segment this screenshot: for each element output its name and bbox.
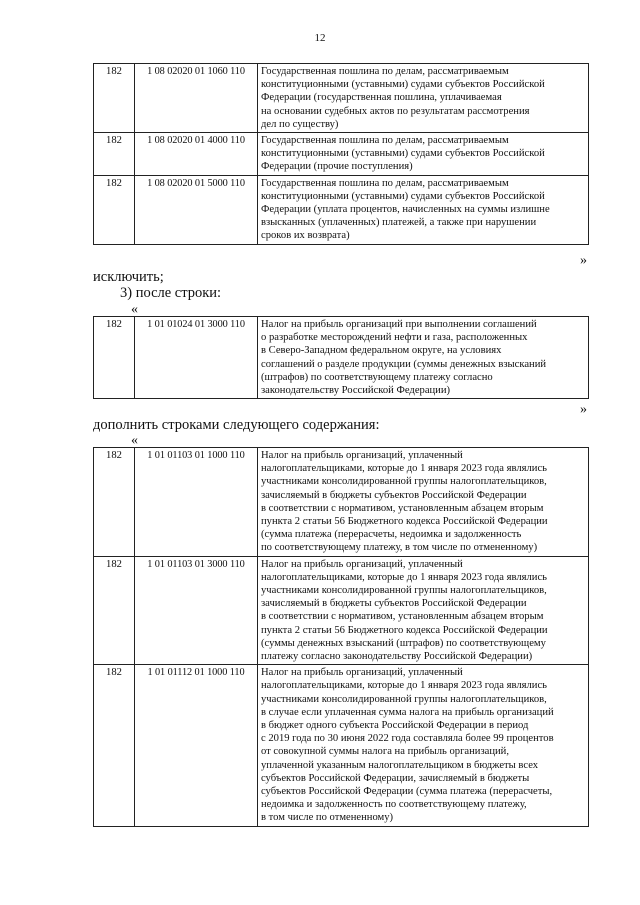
opening-quote: « — [131, 302, 138, 317]
kbk-code-cell: 1 01 01103 01 1000 110 — [135, 448, 258, 557]
text-add-rows: дополнить строками следующего содержания: — [93, 417, 380, 433]
table-added-rows — [93, 447, 589, 827]
table-row — [94, 175, 589, 244]
description-cell: Налог на прибыль организаций, уплаченный налогоплательщиками, которые до 1 января 2023 года являлись участниками консолидированной группы налогоплательщиков, зачисляемый в бюджеты субъектов Российской Федерации в соответствии с нормативом, установленным абзацем вторым пункта 2 статьи 56 Бюджетного кодекса Российской Федерации (сумма платежа (перерасчеты, недоимка и задолженность по соответствующему платежу, в том числе по отмененному) — [258, 448, 589, 557]
description-cell: Государственная пошлина по делам, рассматриваемым конституционными (уставными) судами субъектов Российской Федерации (уплата процентов, начисленных на суммы излишне взысканных (уплаченных) платежей, а также при нарушении сроков их возврата) — [258, 175, 589, 244]
opening-quote: « — [131, 433, 138, 448]
admin-code-cell: 182 — [94, 133, 135, 176]
kbk-code-cell: 1 01 01103 01 3000 110 — [135, 556, 258, 665]
closing-quote: » — [580, 253, 587, 268]
table-row — [94, 665, 589, 826]
kbk-code-cell: 1 08 02020 01 1060 110 — [135, 64, 258, 133]
table-row — [94, 448, 589, 557]
description-cell: Налог на прибыль организаций, уплаченный налогоплательщиками, которые до 1 января 2023 года являлись участниками консолидированной группы налогоплательщиков, зачисляемый в бюджеты субъектов Российской Федерации в соответствии с нормативом, установленным абзацем вторым пункта 2 статьи 56 Бюджетного кодекса Российской Федерации (суммы денежных взысканий (штрафов) по соответствующему платежу согласно законодательству Российской Федерации) — [258, 556, 589, 665]
kbk-code-cell: 1 01 01112 01 1000 110 — [135, 665, 258, 826]
text-after-row: 3) после строки: — [120, 285, 222, 301]
admin-code-cell: 182 — [94, 64, 135, 133]
table-excluded-rows — [93, 63, 589, 245]
table-row — [94, 317, 589, 399]
table-row — [94, 64, 589, 133]
description-cell: Государственная пошлина по делам, рассматриваемым конституционными (уставными) судами субъектов Российской Федерации (прочие поступления) — [258, 133, 589, 176]
admin-code-cell: 182 — [94, 556, 135, 665]
kbk-code-cell: 1 08 02020 01 4000 110 — [135, 133, 258, 176]
text-exclude: исключить; — [93, 269, 164, 285]
table-anchor-row — [93, 316, 589, 399]
description-cell: Налог на прибыль организаций, уплаченный налогоплательщиками, которые до 1 января 2023 года являлись участниками консолидированной группы налогоплательщиков, в случае если уплаченная сумма налога на прибыль организаций в бюджет одного субъекта Российской Федерации в период с 2019 года по 30 июня 2022 года составляла более 99 процентов от совокупной суммы налога на прибыль организаций, уплаченной указанным налогоплательщиком в бюджеты всех субъектов Российской Федерации, зачисляемый в бюджеты субъектов Российской Федерации (сумма платежа (перерасчеты, недоимка и задолженность по соответствующему платежу, в том числе по отмененному) — [258, 665, 589, 826]
kbk-code-cell: 1 01 01024 01 3000 110 — [135, 317, 258, 399]
admin-code-cell: 182 — [94, 317, 135, 399]
admin-code-cell: 182 — [94, 665, 135, 826]
admin-code-cell: 182 — [94, 448, 135, 557]
table-row — [94, 556, 589, 665]
admin-code-cell: 182 — [94, 175, 135, 244]
page-number: 12 — [314, 32, 326, 44]
table-row — [94, 133, 589, 176]
description-cell: Налог на прибыль организаций при выполнении соглашений о разработке месторождений нефти и газа, расположенных в Северо-Западном федеральном округе, на условиях соглашений о разделе продукции (суммы денежных взысканий (штрафов) по соответствующему платежу согласно законодательству Российской Федерации) — [258, 317, 589, 399]
closing-quote: » — [580, 402, 587, 417]
description-cell: Государственная пошлина по делам, рассматриваемым конституционными (уставными) судами субъектов Российской Федерации (государственная пошлина, уплачиваемая на основании судебных актов по результатам рассмотрения дел по существу) — [258, 64, 589, 133]
kbk-code-cell: 1 08 02020 01 5000 110 — [135, 175, 258, 244]
